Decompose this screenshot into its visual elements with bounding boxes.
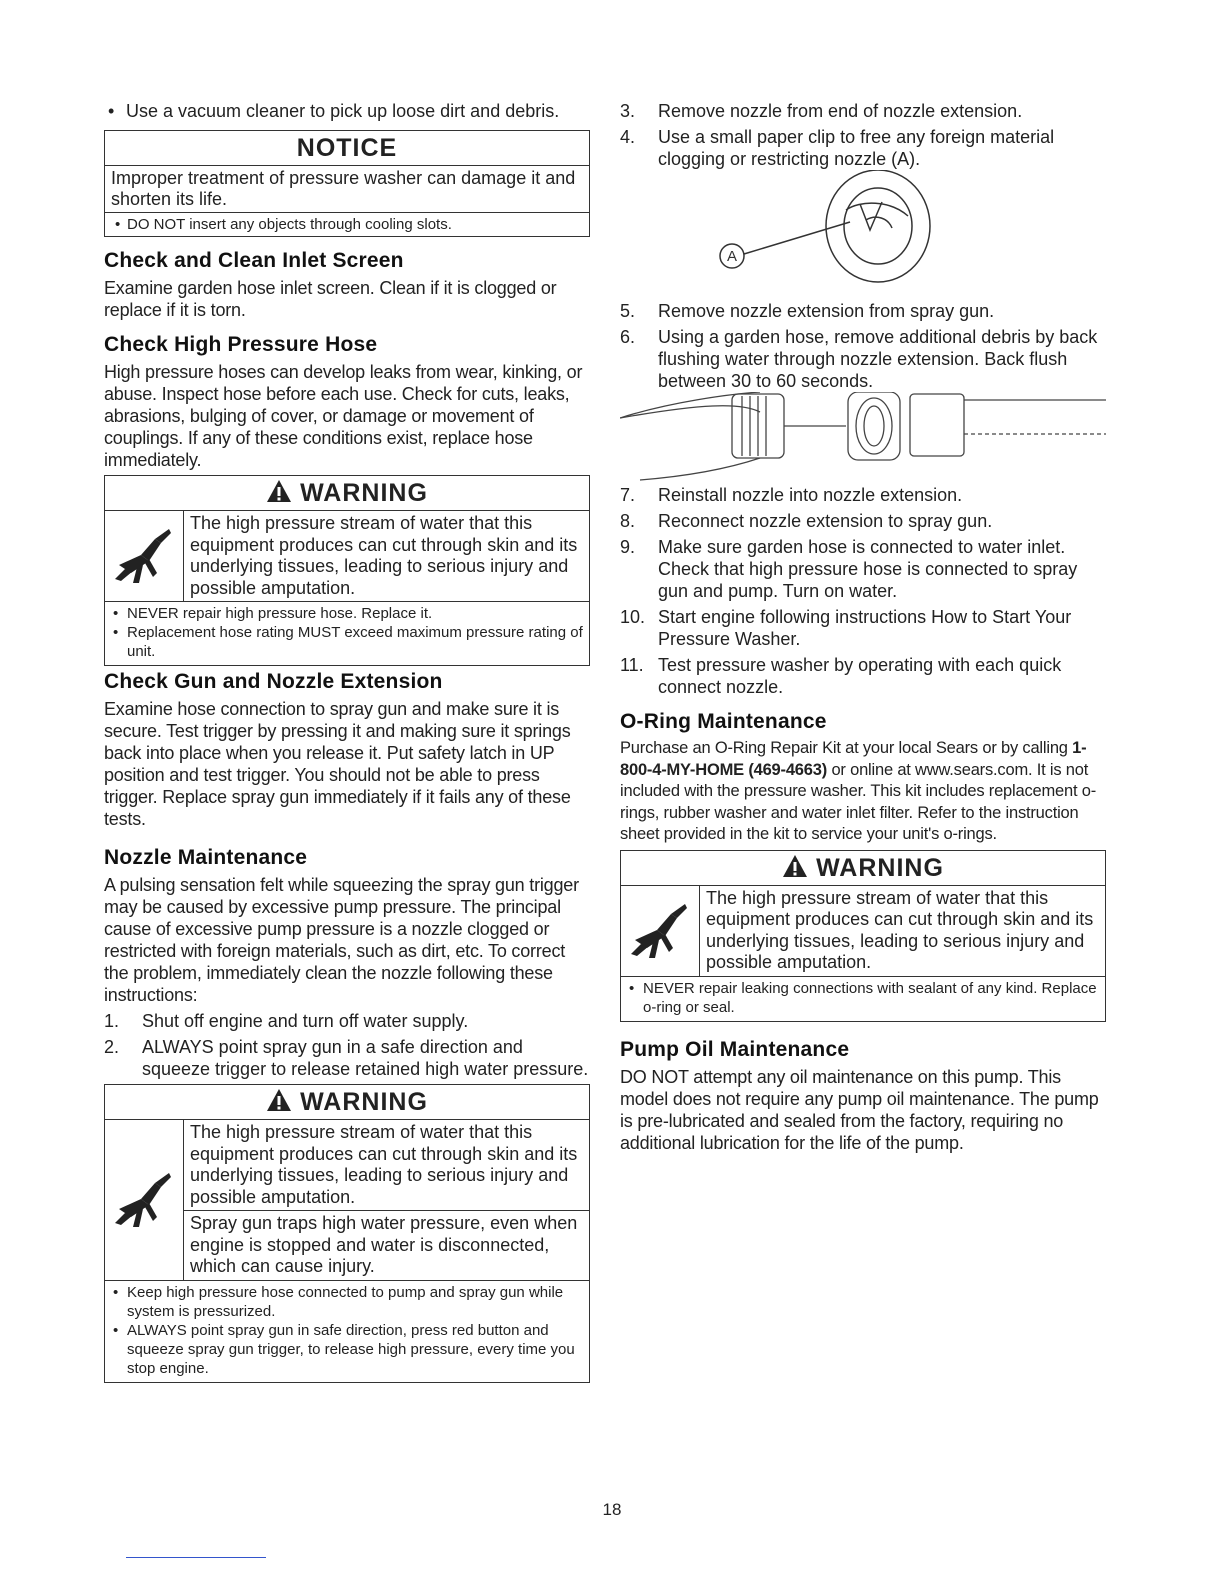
warning-triangle-icon — [266, 1088, 292, 1112]
nozzle-illustration — [620, 170, 1106, 300]
warning-text-2b: Spray gun traps high water pressure, even when engine is stopped and water is disconnected, which can cause injury. — [190, 1213, 578, 1276]
gun-body: Examine hose connection to spray gun and make sure it is secure. Test trigger by pressing it and making sure it springs back into place when you release it. Put safety latch in UP position and test trigger. You should not be able to press trigger. Replace spray gun immediately if it fails any of these tests. — [104, 699, 571, 829]
list-item: • ALWAYS point spray gun in safe direction, press red button and squeeze spray gun trigger, to release high pressure, every time you stop engine. — [111, 1321, 583, 1378]
oring-body: Purchase an O-Ring Repair Kit at your local Sears or by calling 1-800-4-MY-HOME (469-4663) or online at www.sears.com. It is not included with the pressure washer. This kit includes replacement o-rings, rubber washer and water inlet filter. Refer to the instruction sheet provided in the kit to service your unit's o-rings. — [620, 739, 1097, 843]
notice-bullet: • DO NOT insert any objects through cooling slots. — [105, 213, 589, 236]
warning-box-2 — [104, 1084, 590, 1383]
warning-header-2: WARNING — [105, 1085, 589, 1120]
list-item: 5. Remove nozzle extension from spray gun. — [620, 301, 995, 321]
warning-list-2 — [105, 1281, 589, 1382]
warning-header-1: WARNING — [105, 476, 589, 511]
list-item: 10. Start engine following instructions How to Start Your Pressure Washer. — [620, 607, 1072, 649]
gun-title: Check Gun and Nozzle Extension — [104, 670, 443, 693]
inlet-title: Check and Clean Inlet Screen — [104, 249, 404, 272]
list-item: 9. Make sure garden hose is connected to water inlet. Check that high pressure hose is connected to spray gun and pump. Turn on water. — [620, 537, 1078, 601]
pump-title: Pump Oil Maintenance — [620, 1037, 850, 1061]
warning-text-2a: The high pressure stream of water that this equipment produces can cut through skin and its underlying tissues, leading to serious injury and possible amputation. — [184, 1120, 589, 1211]
footer-rule — [126, 1557, 266, 1558]
inlet-body: Examine garden hose inlet screen. Clean if it is clogged or replace if it is torn. — [104, 278, 557, 320]
warning-list-1 — [105, 602, 589, 665]
list-item: 8. Reconnect nozzle extension to spray gun. — [620, 511, 993, 531]
warning-triangle-icon — [266, 479, 292, 503]
hose-title: Check High Pressure Hose — [104, 333, 378, 356]
page-number: 18 — [602, 1500, 622, 1519]
hand-injury-icon — [105, 1120, 184, 1280]
list-item: 1. Shut off engine and turn off water supply. — [104, 1011, 469, 1031]
callout-a-label: A — [727, 248, 738, 265]
steps-b — [620, 300, 1106, 392]
list-item: • Keep high pressure hose connected to pump and spray gun while system is pressurized. — [111, 1283, 583, 1321]
list-item: • NEVER repair high pressure hose. Replace it. — [111, 604, 583, 623]
list-item: 7. Reinstall nozzle into nozzle extension. — [620, 485, 963, 505]
list-item: 6. Using a garden hose, remove additional debris by back flushing water through nozzle extension. Back flush between 30 to 60 seconds. — [620, 327, 1098, 391]
left-column — [104, 100, 590, 1383]
notice-text: Improper treatment of pressure washer can damage it and shorten its life. — [105, 166, 589, 213]
list-item: • NEVER repair leaking connections with sealant of any kind. Replace o-ring or seal. — [627, 979, 1099, 1017]
intro-bullet: • Use a vacuum cleaner to pick up loose dirt and debris. — [104, 100, 590, 122]
list-item: • Replacement hose rating MUST exceed maximum pressure rating of unit. — [111, 623, 583, 661]
steps-a — [620, 100, 1106, 170]
warning-box-1 — [104, 475, 590, 666]
hose-illustration — [620, 392, 1106, 484]
list-item: 4. Use a small paper clip to free any foreign material clogging or restricting nozzle (A). — [620, 127, 1055, 169]
warning-header-3: WARNING — [621, 851, 1105, 886]
list-item: 11. Test pressure washer by operating with each quick connect nozzle. — [620, 655, 1062, 697]
notice-box — [104, 130, 590, 237]
warning-triangle-icon — [782, 854, 808, 878]
right-column — [620, 100, 1106, 1154]
list-item: 3. Remove nozzle from end of nozzle extension. — [620, 101, 1023, 121]
warning-text-1: The high pressure stream of water that this equipment produces can cut through skin and its underlying tissues, leading to serious injury and possible amputation. — [190, 513, 578, 598]
hose-body: High pressure hoses can develop leaks from wear, kinking, or abuse. Inspect hose before each use. Check for cuts, leaks, abrasions, bulging of cover, or damage or movement of couplings. If any of these conditions exist, replace hose immediately. — [104, 362, 583, 470]
nozzle-body: A pulsing sensation felt while squeezing the spray gun trigger may be caused by excessive pump pressure. The principal cause of excessive pump pressure is a nozzle clogged or restricted with foreign materials, such as dirt, etc. To correct the problem, immediately clean the nozzle following these instructions: — [104, 875, 579, 1005]
warning-text-3: The high pressure stream of water that this equipment produces can cut through skin and its underlying tissues, leading to serious injury and possible amputation. — [706, 887, 1094, 972]
list-item: 2. ALWAYS point spray gun in a safe direction and squeeze trigger to release retained high water pressure. — [104, 1037, 589, 1079]
pump-body: DO NOT attempt any oil maintenance on this pump. This model does not require any pump oil maintenance. The pump is pre-lubricated and sealed from the factory, requiring no additional lubrication for the life of the pump. — [620, 1066, 1099, 1153]
oring-title: O-Ring Maintenance — [620, 710, 827, 733]
warning-list-3 — [621, 977, 1105, 1021]
notice-header: NOTICE — [105, 131, 589, 166]
phone-number: 1-800-4-MY-HOME (469-4663) — [620, 739, 1087, 779]
nozzle-title: Nozzle Maintenance — [104, 846, 308, 869]
steps-c — [620, 484, 1106, 698]
hand-injury-icon — [621, 886, 700, 976]
warning-box-3 — [620, 850, 1106, 1022]
nozzle-steps — [104, 1010, 590, 1080]
hand-injury-icon — [105, 511, 184, 601]
